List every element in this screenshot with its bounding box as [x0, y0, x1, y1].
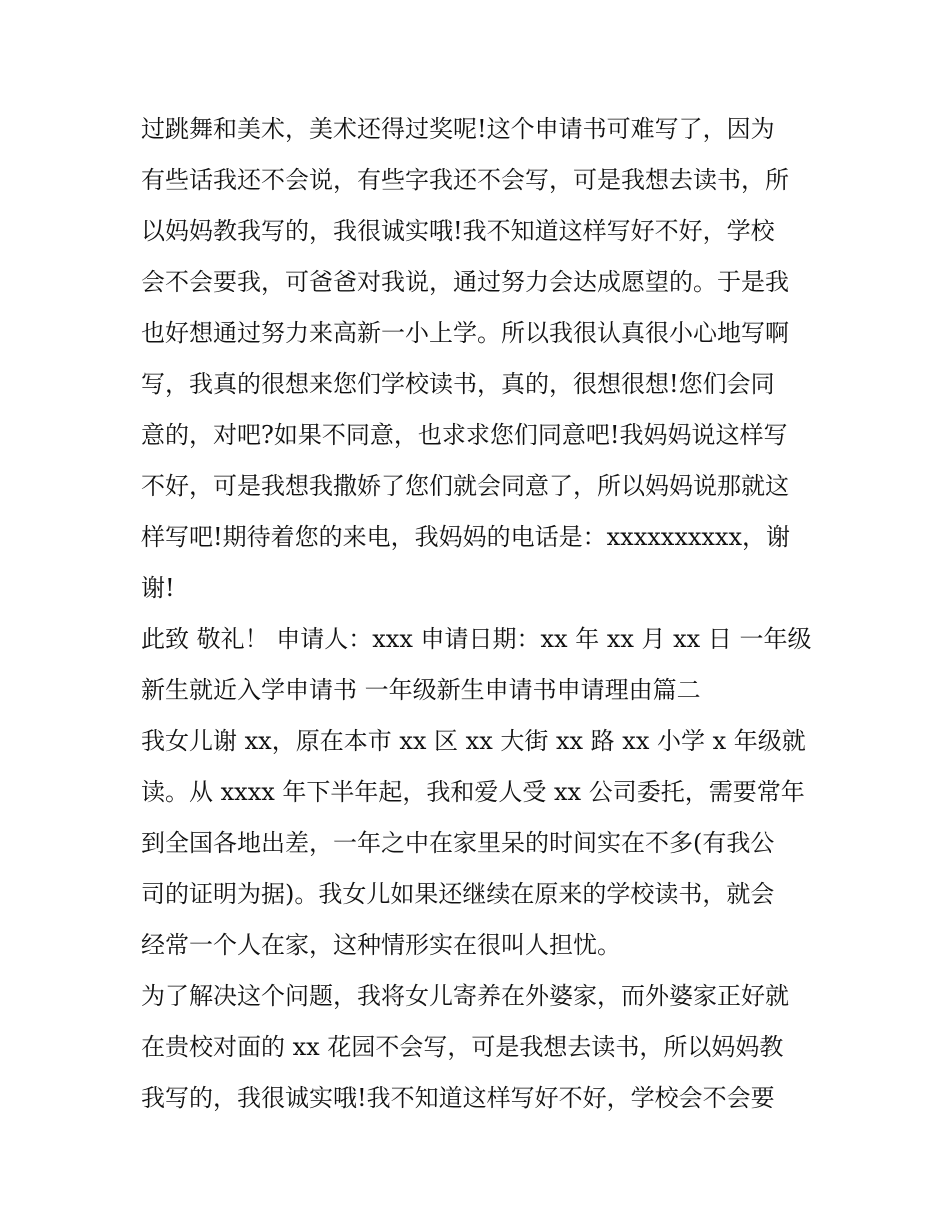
text-line: 样写吧!期待着您的来电，我妈妈的电话是：xxxxxxxxxx，谢	[141, 523, 790, 551]
text-line: 意的，对吧?如果不同意，也求求您们同意吧!我妈妈说这样写	[141, 421, 788, 449]
text-line: 写，我真的很想来您们学校读书，真的，很想很想!您们会同	[141, 370, 775, 398]
text-line: 过跳舞和美术，美术还得过奖呢!这个申请书可难写了，因为	[141, 115, 775, 143]
text-line: 谢!	[141, 574, 175, 602]
text-line: 司的证明为据)。我女儿如果还继续在原来的学校读书，就会	[141, 880, 775, 908]
text-line: 以妈妈教我写的，我很诚实哦!我不知道这样写好不好，学校	[141, 217, 775, 245]
document-body	[141, 104, 821, 1124]
text-line: 在贵校对面的 xx 花园不会写，可是我想去读书，所以妈妈教	[141, 1033, 784, 1061]
text-line: 也好想通过努力来高新一小上学。所以我很认真很小心地写啊	[141, 319, 789, 347]
text-line: 不好，可是我想我撒娇了您们就会同意了，所以妈妈说那就这	[141, 472, 789, 500]
text-line: 经常一个人在家，这种情形实在很叫人担忧。	[141, 931, 621, 959]
text-line: 新生就近入学申请书 一年级新生申请书申请理由篇二	[141, 676, 701, 704]
text-line: 会不会要我，可爸爸对我说，通过努力会达成愿望的。于是我	[141, 268, 789, 296]
text-line: 我女儿谢 xx，原在本市 xx 区 xx 大街 xx 路 xx 小学 x 年级就	[141, 727, 806, 755]
text-line: 此致 敬礼！ 申请人：xxx 申请日期：xx 年 xx 月 xx 日 一年级	[141, 625, 812, 653]
text-line: 读。从 xxxx 年下半年起，我和爱人受 xx 公司委托，需要常年	[141, 778, 805, 806]
text-line: 为了解决这个问题，我将女儿寄养在外婆家，而外婆家正好就	[141, 982, 789, 1010]
text-line: 我写的，我很诚实哦!我不知道这样写好不好，学校会不会要	[141, 1084, 775, 1112]
text-line: 有些话我还不会说，有些字我还不会写，可是我想去读书，所	[141, 166, 789, 194]
text-line: 到全国各地出差，一年之中在家里呆的时间实在不多(有我公	[141, 829, 775, 857]
